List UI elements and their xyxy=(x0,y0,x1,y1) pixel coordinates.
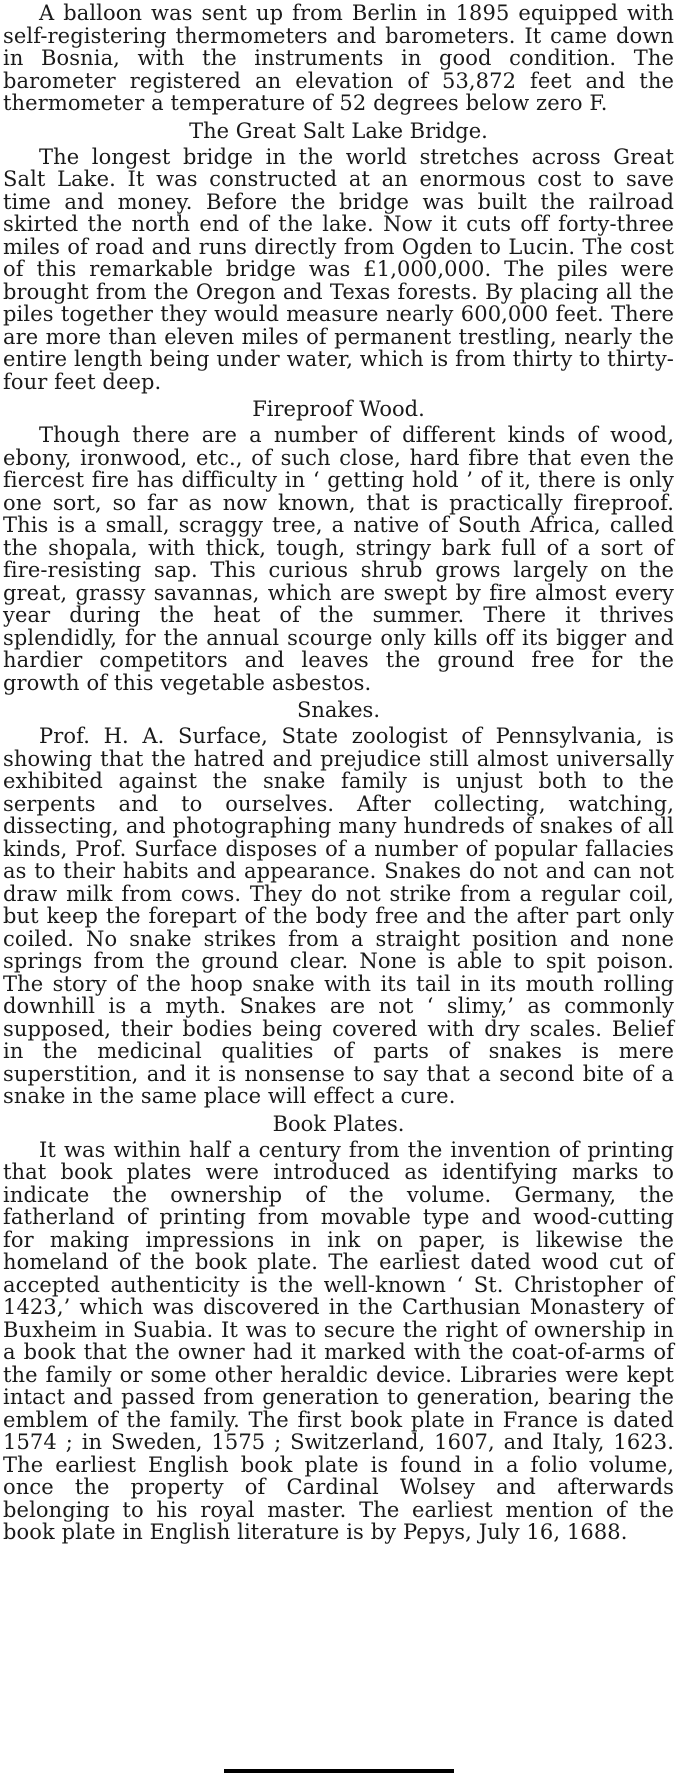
fireproof-wood-paragraph: Though there are a number of different kinds of wood, ebony, ironwood, etc., of such close, hard fibre that even the fiercest fire has difficulty in ‘ getting hold ’ of it, there is only one sort, so far as now known, that is practically fireproof. This is a small, scraggy tree, a native of South Africa, called the shopala, with thick, tough, stringy bark full of a sort of fire-resisting sap. This curious shrub grows largely on the great, grassy savannas, which are swept by fire almost every year during the heat of the summer. There it thrives splendidly, for the annual scourge only kills off its bigger and hardier competitors and leaves the ground free for the growth of this vegetable asbestos. xyxy=(3,423,674,695)
balloon-paragraph: A balloon was sent up from Berlin in 1895 equipped with self-registering thermometers and barometers. It came down in Bosnia, with the instruments in good condition. The barometer registered an elevation of 53,872 feet and the thermometer a temperature of 52 degrees below zero F. xyxy=(3,1,674,115)
book-plates-heading: Book Plates. xyxy=(272,1111,405,1136)
snakes-heading: Snakes. xyxy=(296,698,381,722)
fireproof-wood-heading: Fireproof Wood. xyxy=(252,397,425,421)
snakes-paragraph: Prof. H. A. Surface, State zoologist of Pennsylvania, is showing that the hatred and prejudice still almost universally exhibited against the snake family is unjust both to the serpents and to ourselves. After collecting, watching, dissecting, and photographing many hundreds of snakes of all kinds, Prof. Surface disposes of a number of popular fallacies as to their habits and appearance. Snakes do not and can not draw milk from cows. They do not strike from a regular coil, but keep the forepart of the body free and the after part only coiled. No snake strikes from a straight position and none springs from the ground clear. None is able to spit poison. The story of the hoop snake with its tail in its mouth rolling downhill is a myth. Snakes are not ‘ slimy,’ as commonly supposed, their bodies being covered with dry scales. Belief in the medicinal qualities of parts of snakes is mere superstition, and it is nonsense to say that a second bite of a snake in the same place will effect a cure. xyxy=(3,724,674,1108)
bridge-paragraph: The longest bridge in the world stretches across Great Salt Lake. It was constructed at an enormous cost to save time and money. Before the bridge was built the railroad skirted the north end of the lake. Now it cuts off forty-three miles of road and runs directly from Ogden to Lucin. The cost of this remarkable bridge was £1,000,000. The piles were brought from the Oregon and Texas forests. By placing all the piles together they would measure nearly 600,000 feet. There are more than eleven miles of permanent trestling, nearly the entire length being under water, which is from thirty to thirty-four feet deep. xyxy=(3,144,674,394)
end-rule xyxy=(224,1769,454,1773)
bridge-heading: The Great Salt Lake Bridge. xyxy=(189,118,488,143)
book-plates-paragraph: It was within half a century from the invention of printing that book plates were introduced as identifying marks to indicate the ownership of the volume. Germany, the fatherland of printing from movable type and wood-cutting for making impressions in ink on paper, is likewise the homeland of the book plate. The earliest dated wood cut of accepted authenticity is the well-known ‘ St. Christopher of 1423,’ which was discovered in the Carthusian Monastery of Buxheim in Suabia. It was to secure the right of ownership in a book that the owner had it marked with the coat-of-arms of the family or some other heraldic device. Libraries were kept intact and passed from generation to generation, bearing the emblem of the family. The first book plate in France is dated 1574 ; in Sweden, 1575 ; Switzerland, 1607, and Italy, 1623. The earliest English book plate is found in a folio volume, once the property of Cardinal Wolsey and afterwards belonging to his royal master. The earliest mention of the book plate in English literature is by Pepys, July 16, 1688. xyxy=(3,1137,674,1544)
